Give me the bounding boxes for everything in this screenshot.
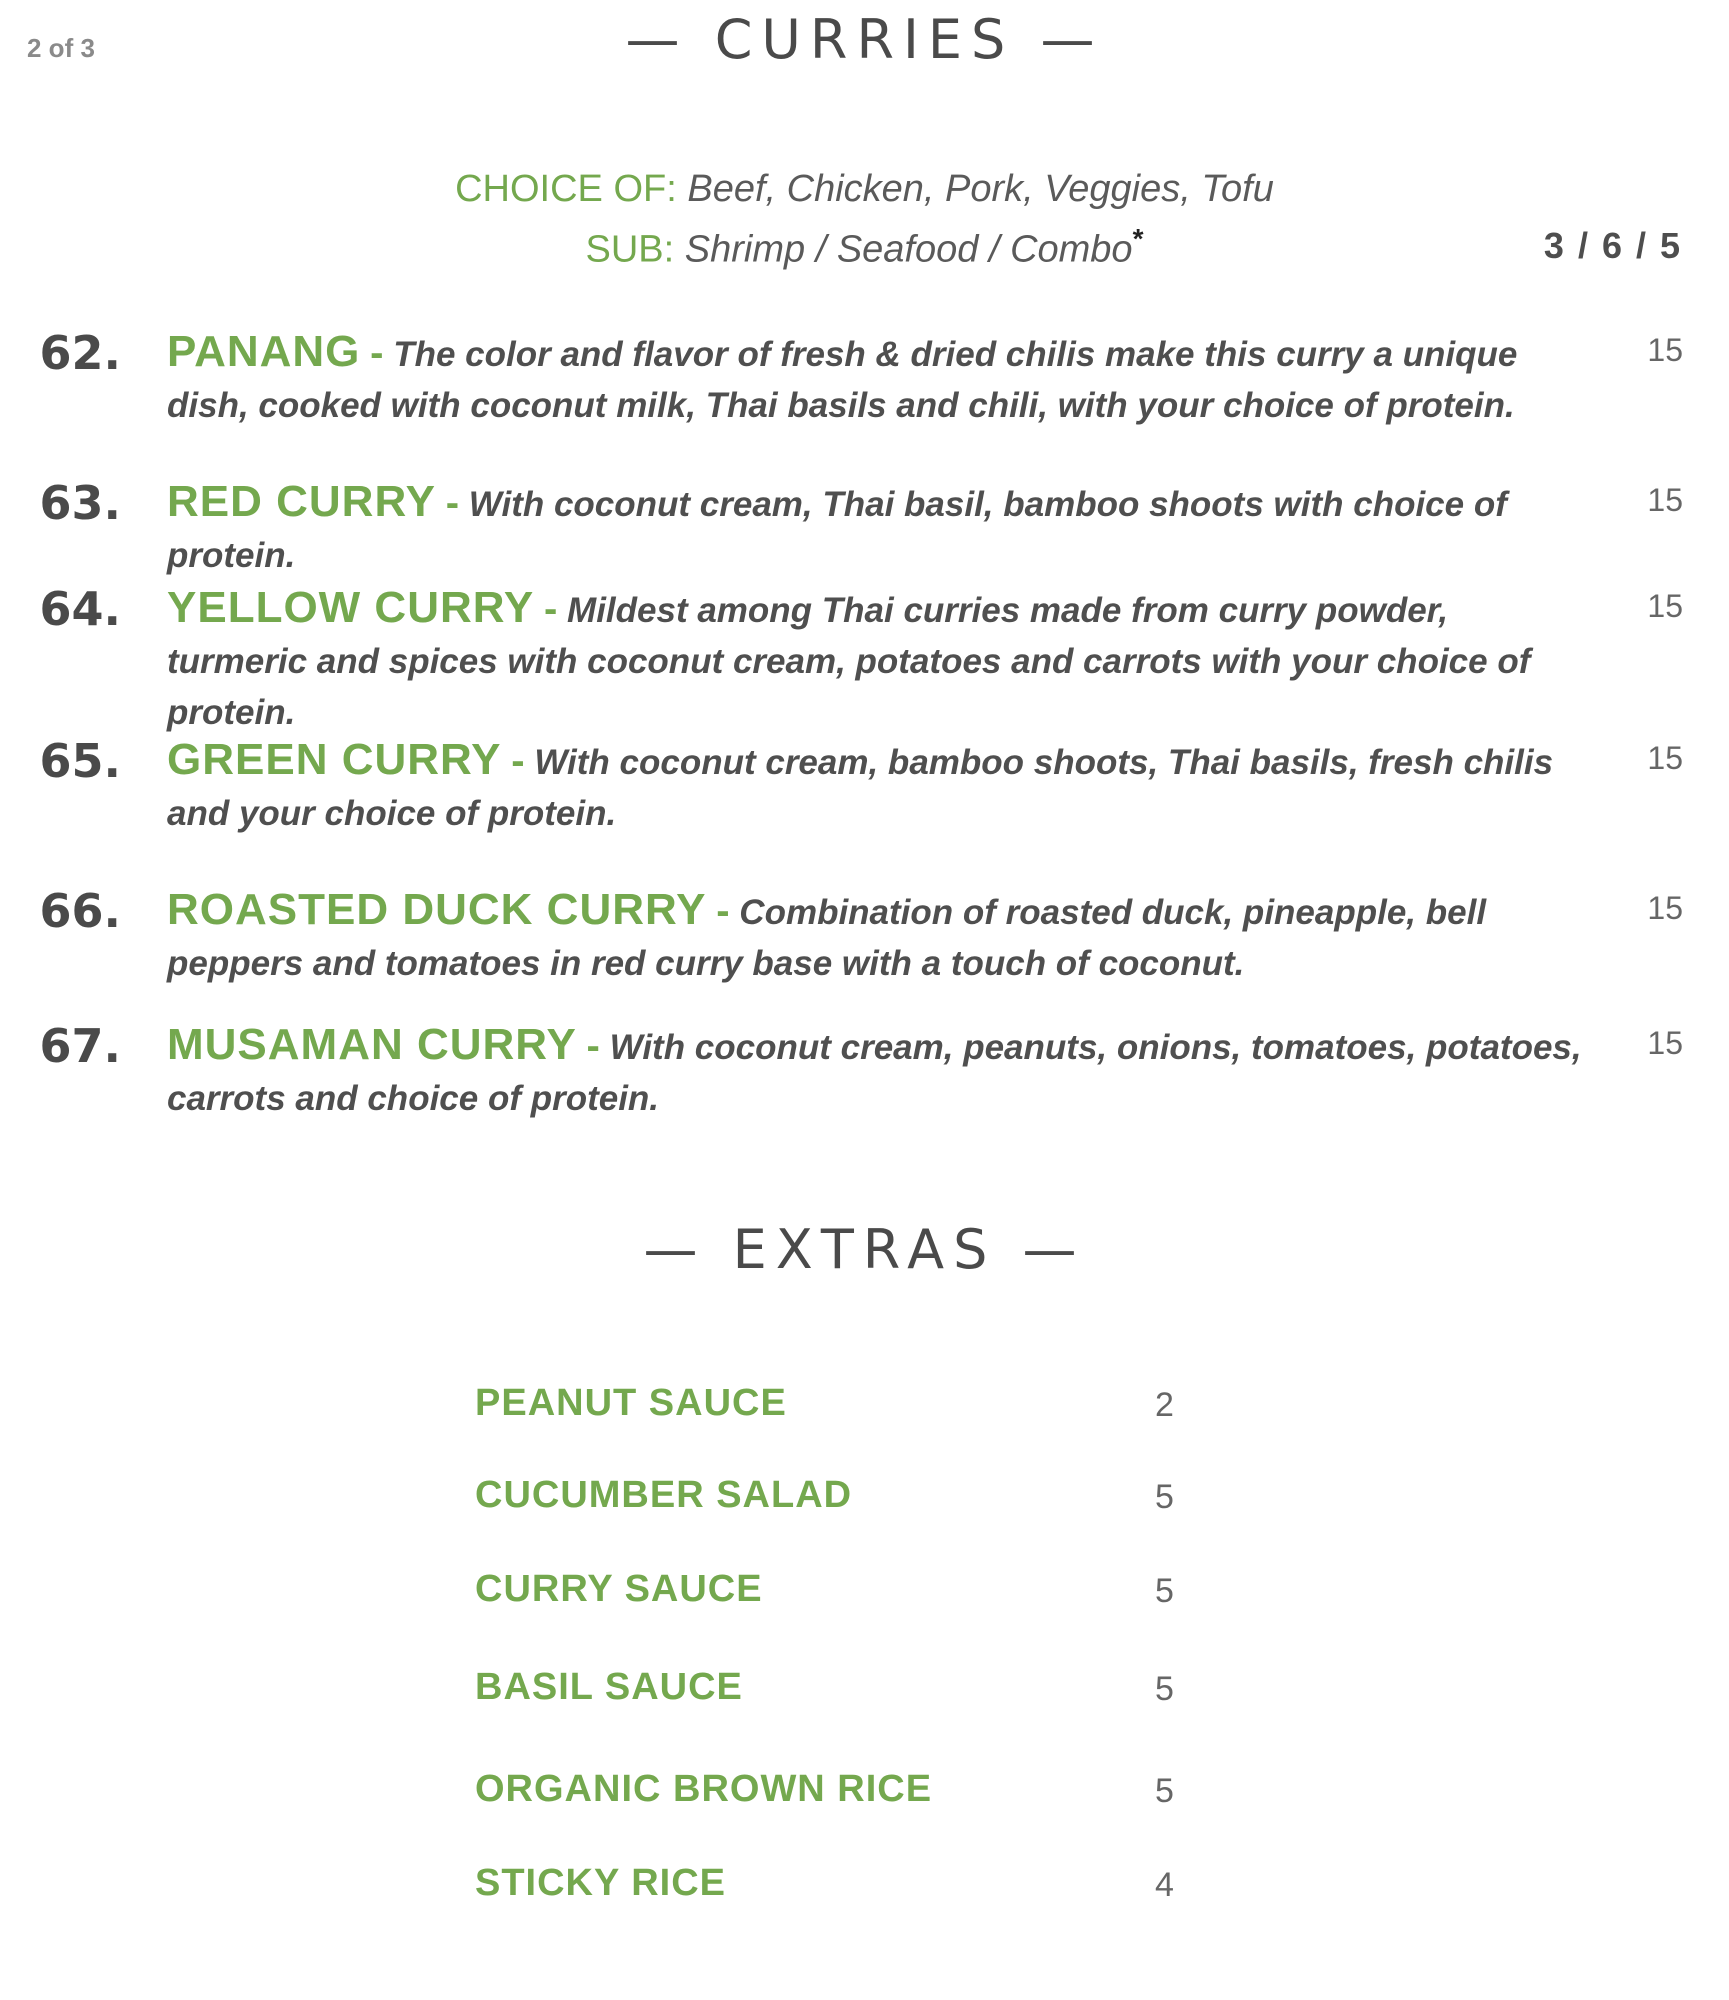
extra-name: PEANUT SAUCE <box>475 1382 787 1424</box>
extra-row <box>475 1382 1175 1442</box>
sub-line <box>0 223 1729 272</box>
item-price: 15 <box>1647 482 1683 518</box>
item-name: MUSAMAN CURRY <box>167 1020 577 1069</box>
extra-price: 2 <box>1155 1386 1174 1424</box>
extra-row <box>475 1474 1175 1534</box>
item-name: YELLOW CURRY <box>167 583 535 632</box>
extra-name: CUCUMBER SALAD <box>475 1474 853 1516</box>
curries-section-title: — CURRIES — <box>625 8 1104 71</box>
extra-price: 5 <box>1155 1772 1174 1810</box>
item-body <box>167 1019 1587 1124</box>
item-number: 64. <box>39 582 121 636</box>
extra-row <box>475 1768 1175 1828</box>
item-description: Combination of roasted duck, pineapple, bell peppers and tomatoes in red curry base with a touch of coconut. <box>167 893 1487 983</box>
extra-price: 4 <box>1155 1866 1174 1904</box>
extras-section-title: — EXTRAS — <box>643 1218 1086 1281</box>
item-description: With coconut cream, bamboo shoots, Thai basils, fresh chilis and your choice of protein. <box>167 743 1554 833</box>
extra-price: 5 <box>1155 1572 1174 1610</box>
sub-options: Shrimp / Seafood / Combo <box>684 228 1133 271</box>
item-body <box>167 476 1587 581</box>
item-name: PANANG <box>167 327 361 376</box>
item-number: 66. <box>39 884 121 938</box>
extra-row <box>475 1666 1175 1726</box>
item-body <box>167 582 1587 738</box>
item-price: 15 <box>1647 1025 1683 1061</box>
item-number: 67. <box>39 1019 121 1073</box>
extra-name: STICKY RICE <box>475 1862 727 1904</box>
item-price: 15 <box>1647 332 1683 368</box>
item-separator: - <box>370 331 384 375</box>
item-name: GREEN CURRY <box>167 735 502 784</box>
item-price: 15 <box>1647 740 1683 776</box>
item-body <box>167 326 1587 431</box>
item-description: The color and flavor of fresh & dried chilis make this curry a unique dish, cooked with coconut milk, Thai basils and chili, with your choice of protein. <box>167 335 1518 425</box>
item-number: 63. <box>39 476 121 530</box>
item-name: RED CURRY <box>167 477 436 526</box>
item-separator: - <box>511 739 525 783</box>
extra-price: 5 <box>1155 1478 1174 1516</box>
item-body <box>167 884 1587 989</box>
item-price: 15 <box>1647 588 1683 624</box>
extra-name: ORGANIC BROWN RICE <box>475 1768 933 1810</box>
item-name: ROASTED DUCK CURRY <box>167 885 707 934</box>
item-number: 65. <box>39 734 121 788</box>
choice-of-options: Beef, Chicken, Pork, Veggies, Tofu <box>687 168 1274 210</box>
item-description: With coconut cream, peanuts, onions, tomatoes, potatoes, carrots and choice of protein. <box>167 1028 1582 1118</box>
item-price: 15 <box>1647 890 1683 926</box>
item-separator: - <box>543 587 558 631</box>
extra-row <box>475 1568 1175 1628</box>
sub-asterisk: * <box>1132 223 1144 254</box>
extra-row <box>475 1862 1175 1922</box>
extra-name: CURRY SAUCE <box>475 1568 763 1610</box>
sub-label: SUB: <box>585 228 675 271</box>
sub-price: 3 / 6 / 5 <box>1543 225 1682 266</box>
item-separator: - <box>445 481 460 525</box>
item-separator: - <box>586 1024 600 1068</box>
item-description: Mildest among Thai curries made from curry powder, turmeric and spices with coconut cream, potatoes and carrots with your choice of protein. <box>167 591 1531 732</box>
extra-price: 5 <box>1155 1670 1174 1708</box>
item-description: With coconut cream, Thai basil, bamboo shoots with choice of protein. <box>167 485 1507 575</box>
choice-of-line <box>0 168 1729 211</box>
choice-of-label: CHOICE OF: <box>455 168 677 210</box>
item-number: 62. <box>39 326 121 380</box>
item-separator: - <box>716 889 730 933</box>
page-indicator: 2 of 3 <box>27 33 95 63</box>
extra-name: BASIL SAUCE <box>475 1666 743 1708</box>
item-body <box>167 734 1587 839</box>
